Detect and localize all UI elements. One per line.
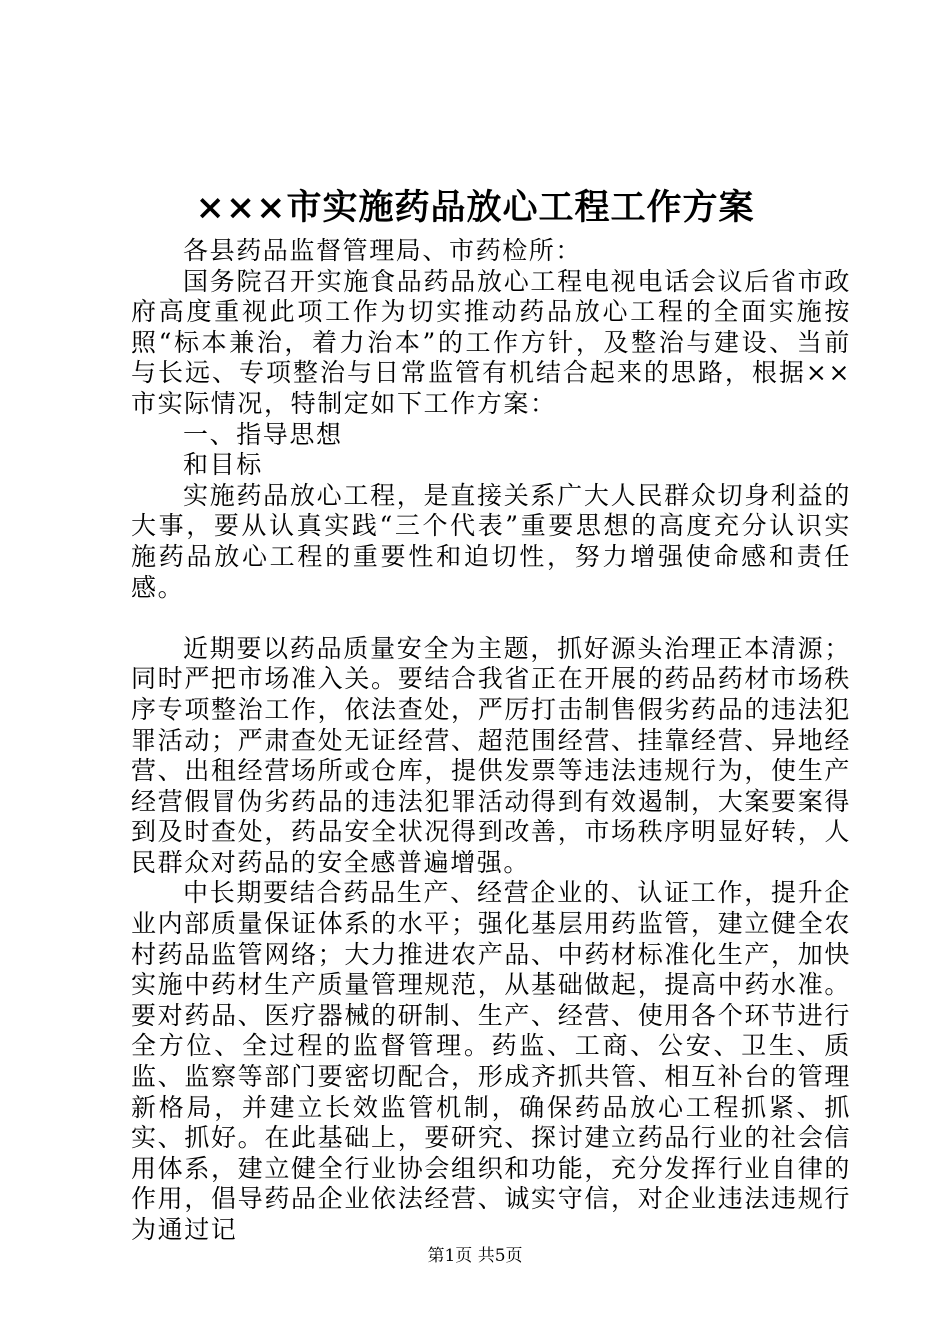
document-body	[131, 236, 851, 1246]
document-title: ×××市实施药品放心工程工作方案	[195, 187, 755, 228]
page-number: 第1页 共5页	[427, 1246, 523, 1266]
paragraph-long-term: 中长期要结合药品生产、经营企业的、认证工作，提升企业内部质量保证体系的水平；强化基层用药监管，建立健全农村药品监管网络；大力推进农产品、中药材标准化生产，加快实施中药材生产质量管理规范，从基础做起，提高中药水准。要对药品、医疗器械的研制、生产、经营、使用各个环节进行全方位、全过程的监督管理。药监、工商、公安、卫生、质监、监察等部门要密切配合，形成齐抓共管、相互补台的管理新格局，并建立长效监管机制，确保药品放心工程抓紧、抓实、抓好。在此基础上，要研究、探讨建立药品行业的社会信用体系，建立健全行业协会组织和功能，充分发挥行业自律的作用，倡导药品企业依法经营、诚实守信，对企业违法违规行为通过记	[131, 878, 851, 1244]
paragraph-intro: 国务院召开实施食品药品放心工程电视电话会议后省市政府高度重视此项工作为切实推动药品放心工程的全面实施按照“标本兼治，着力治本”的工作方针，及整治与建设、当前与长远、专项整治与日常监管有机结合起来的思路，根据××市实际情况，特制定如下工作方案：	[131, 266, 851, 418]
section-heading-continued: 和目标	[183, 450, 263, 480]
salutation: 各县药品监督管理局、市药检所：	[183, 236, 583, 265]
paragraph-near-term: 近期要以药品质量安全为主题，抓好源头治理正本清源；同时严把市场准入关。要结合我省正在开展的药品药材市场秩序专项整治工作，依法查处，严厉打击制售假劣药品的违法犯罪活动；严肃查处无证经营、超范围经营、挂靠经营、异地经营、出租经营场所或仓库，提供发票等违法违规行为，使生产经营假冒伪劣药品的违法犯罪活动得到有效遏制，大案要案得到及时查处，药品安全状况得到改善，市场秩序明显好转，人民群众对药品的安全感普遍增强。	[131, 633, 851, 877]
paragraph-significance: 实施药品放心工程，是直接关系广大人民群众切身利益的大事，要从认真实践“三个代表”重要思想的高度充分认识实施药品放心工程的重要性和迫切性，努力增强使命感和责任感。	[131, 480, 851, 602]
section-heading: 一、指导思想	[183, 419, 343, 449]
